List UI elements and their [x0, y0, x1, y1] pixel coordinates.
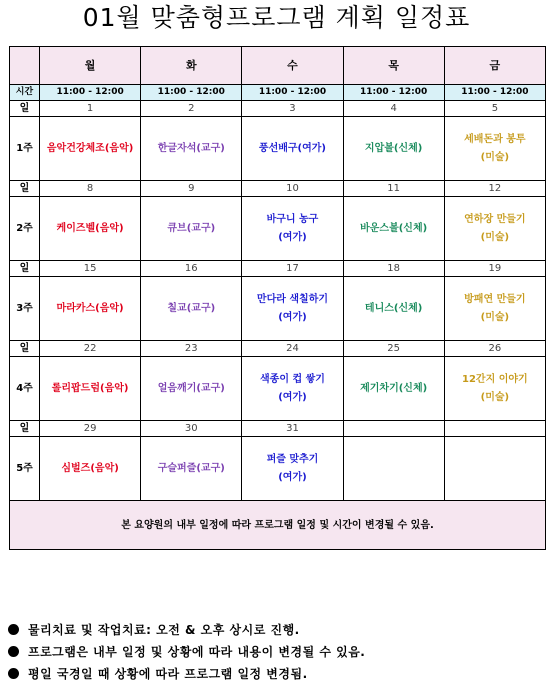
note-item	[8, 662, 548, 684]
program-name: 풍선배구(여가)	[258, 143, 327, 154]
date-label: 일	[10, 101, 40, 117]
day-header: 월	[40, 47, 141, 85]
schedule-table	[9, 46, 546, 550]
note-text: 프로그램은 내부 일정 및 상황에 따라 내용이 변경될 수 있음.	[28, 644, 366, 659]
program-cell	[141, 437, 242, 501]
date-cell: 8	[40, 181, 141, 197]
note-text: 평일 국경일 때 상황에 따라 프로그램 일정 변경됨.	[28, 666, 308, 681]
bullet-icon	[8, 646, 19, 657]
date-cell: 26	[444, 341, 545, 357]
program-name: 음악건강체조(음악)	[46, 143, 134, 154]
program-cell	[343, 277, 444, 341]
program-name: 케이즈벨(음악)	[56, 223, 124, 234]
date-cell: 24	[242, 341, 343, 357]
date-cell: 3	[242, 101, 343, 117]
date-cell: 2	[141, 101, 242, 117]
date-cell: 22	[40, 341, 141, 357]
date-cell: 12	[444, 181, 545, 197]
program-cell	[242, 117, 343, 181]
program-cell	[141, 357, 242, 421]
date-cell: 18	[343, 261, 444, 277]
date-cell: 30	[141, 421, 242, 437]
corner-cell	[10, 47, 40, 85]
program-name: 색종이 컵 쌓기	[260, 374, 325, 385]
date-cell: 4	[343, 101, 444, 117]
date-row	[10, 101, 546, 117]
program-cell	[242, 197, 343, 261]
program-cell	[444, 357, 545, 421]
date-row	[10, 261, 546, 277]
date-row	[10, 341, 546, 357]
date-cell: 15	[40, 261, 141, 277]
date-label: 일	[10, 421, 40, 437]
program-name: 마라카스(음악)	[56, 303, 124, 314]
program-row	[10, 277, 546, 341]
time-cell: 11:00 - 12:00	[141, 85, 242, 101]
program-name: 큐브(교구)	[167, 223, 216, 234]
program-name: 지압볼(신체)	[364, 143, 423, 154]
program-cell	[40, 437, 141, 501]
week-label: 5주	[10, 437, 40, 501]
time-label: 시간	[10, 85, 40, 101]
program-row	[10, 357, 546, 421]
program-cell	[444, 437, 545, 501]
program-row	[10, 197, 546, 261]
week-label: 1주	[10, 117, 40, 181]
program-cell	[141, 277, 242, 341]
program-name: 연하장 만들기	[464, 214, 526, 225]
date-cell: 17	[242, 261, 343, 277]
program-name: 세배돈과 봉투	[464, 134, 526, 145]
program-name: 퍼즐 맞추기	[266, 454, 319, 465]
date-cell	[444, 421, 545, 437]
program-category: (여가)	[278, 472, 307, 483]
date-cell: 9	[141, 181, 242, 197]
program-cell	[343, 357, 444, 421]
note-text: 물리치료 및 작업치료: 오전 & 오후 상시로 진행.	[28, 622, 300, 637]
time-cell: 11:00 - 12:00	[444, 85, 545, 101]
date-cell: 29	[40, 421, 141, 437]
program-cell	[444, 117, 545, 181]
bullet-icon	[8, 624, 19, 635]
date-cell	[343, 421, 444, 437]
program-cell	[444, 277, 545, 341]
program-row	[10, 437, 546, 501]
program-cell	[40, 197, 141, 261]
date-row	[10, 181, 546, 197]
program-category: (미술)	[480, 312, 510, 323]
day-header: 수	[242, 47, 343, 85]
day-header-row	[10, 47, 546, 85]
program-cell	[242, 437, 343, 501]
program-cell	[40, 357, 141, 421]
program-name: 제기차기(신체)	[360, 383, 428, 394]
program-category: (여가)	[278, 232, 307, 243]
program-name: 롤리팝드럼(음악)	[51, 383, 129, 394]
date-label: 일	[10, 181, 40, 197]
date-label: 일	[10, 341, 40, 357]
notes-list	[8, 618, 548, 684]
time-row	[10, 85, 546, 101]
week-label: 2주	[10, 197, 40, 261]
date-label: 일	[10, 261, 40, 277]
program-category: (미술)	[480, 152, 510, 163]
program-cell	[343, 437, 444, 501]
program-name: 심벌즈(음악)	[61, 463, 119, 474]
program-cell	[343, 117, 444, 181]
date-cell: 31	[242, 421, 343, 437]
date-cell: 1	[40, 101, 141, 117]
program-category: (여가)	[278, 392, 307, 403]
program-name: 구슬퍼즐(교구)	[157, 463, 225, 474]
program-name: 칠교(교구)	[167, 303, 216, 314]
program-cell	[141, 117, 242, 181]
program-category: (미술)	[480, 232, 510, 243]
program-name: 바운스볼(신체)	[360, 223, 428, 234]
program-cell	[40, 277, 141, 341]
date-cell: 16	[141, 261, 242, 277]
day-header: 목	[343, 47, 444, 85]
date-cell: 19	[444, 261, 545, 277]
time-cell: 11:00 - 12:00	[242, 85, 343, 101]
program-category: (여가)	[278, 312, 307, 323]
program-row	[10, 117, 546, 181]
program-name: 얼음깨기(교구)	[157, 383, 225, 394]
date-cell: 10	[242, 181, 343, 197]
note-item	[8, 618, 548, 640]
program-name: 방패연 만들기	[464, 294, 526, 305]
week-label: 3주	[10, 277, 40, 341]
day-header: 금	[444, 47, 545, 85]
program-cell	[141, 197, 242, 261]
table-note: 본 요양원의 내부 일정에 따라 프로그램 일정 및 시간이 변경될 수 있음.	[10, 501, 546, 550]
program-cell	[444, 197, 545, 261]
day-header: 화	[141, 47, 242, 85]
date-cell: 5	[444, 101, 545, 117]
date-cell: 11	[343, 181, 444, 197]
program-cell	[40, 117, 141, 181]
time-cell: 11:00 - 12:00	[40, 85, 141, 101]
note-item	[8, 640, 548, 662]
program-cell	[343, 197, 444, 261]
program-cell	[242, 357, 343, 421]
program-name: 테니스(신체)	[364, 303, 423, 314]
table-note-row	[10, 501, 546, 550]
bullet-icon	[8, 668, 19, 679]
program-name: 만다라 색칠하기	[256, 294, 329, 305]
page-title: 01월 맞춤형프로그램 계획 일정표	[82, 3, 471, 32]
time-cell: 11:00 - 12:00	[343, 85, 444, 101]
date-cell: 23	[141, 341, 242, 357]
date-row	[10, 421, 546, 437]
program-name: 한글자석(교구)	[157, 143, 225, 154]
week-label: 4주	[10, 357, 40, 421]
program-cell	[242, 277, 343, 341]
program-name: 바구니 농구	[266, 214, 319, 225]
date-cell: 25	[343, 341, 444, 357]
program-category: (미술)	[480, 392, 510, 403]
program-name: 12간지 이야기	[462, 374, 528, 385]
